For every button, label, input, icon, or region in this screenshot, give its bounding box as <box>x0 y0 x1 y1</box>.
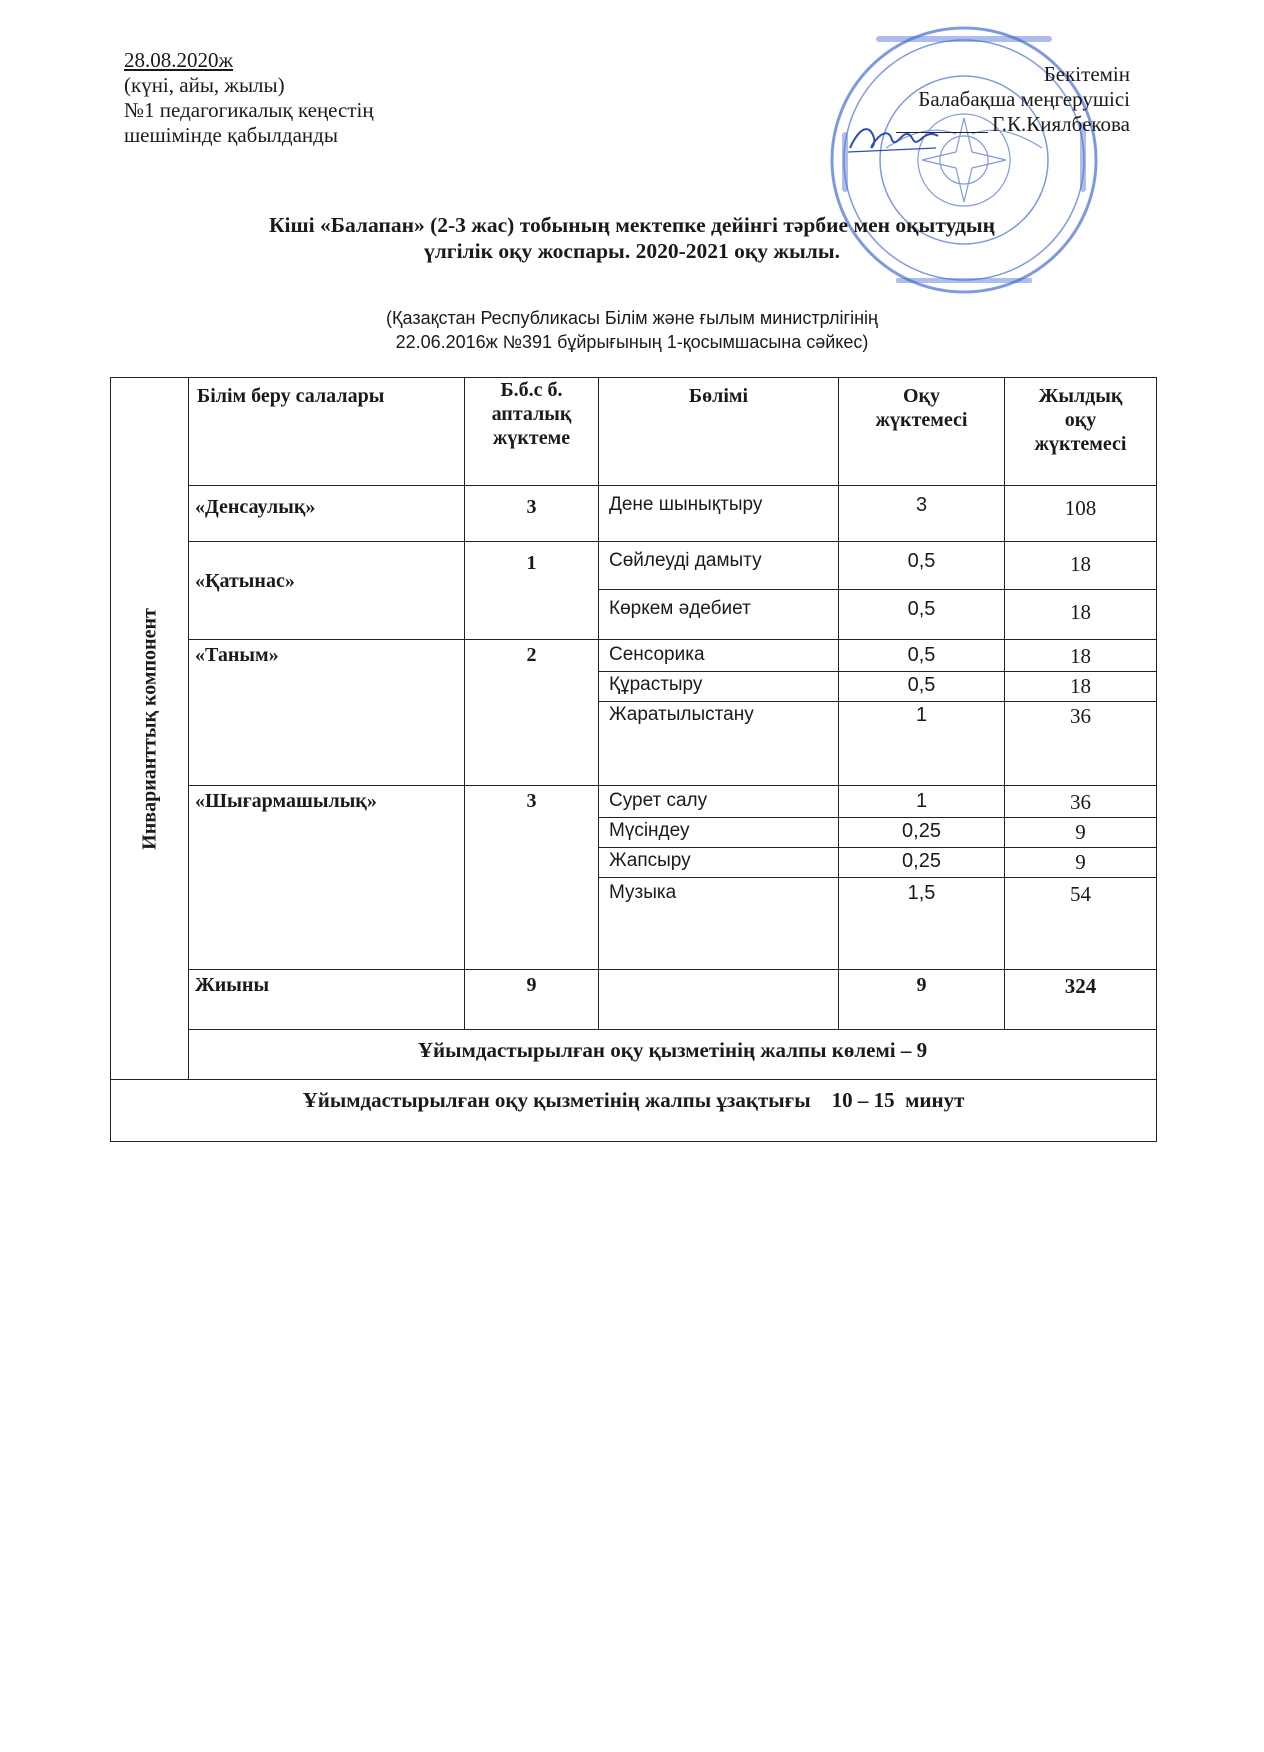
document-subtitle <box>100 306 1164 354</box>
annual-cell: 36 <box>1005 786 1157 818</box>
invariant-component-cell <box>111 378 189 1080</box>
load-cell: 3 <box>839 486 1005 542</box>
annual-cell: 9 <box>1005 818 1157 848</box>
table-row <box>111 640 1157 672</box>
acceptance-council-line1: №1 педагогикалық кеңестің <box>124 98 374 122</box>
header-annual-line1: Жылдық <box>1038 385 1123 407</box>
summary-duration-row <box>111 1080 1157 1142</box>
header-load <box>839 378 1005 486</box>
curriculum-table <box>110 377 1157 1142</box>
table-row <box>111 486 1157 542</box>
section-cell: Музыка <box>599 878 839 970</box>
weekly-cell: 2 <box>465 640 599 786</box>
acceptance-date-hint: (күні, айы, жылы) <box>124 73 285 97</box>
header-annual-line3: жүктемесі <box>1034 433 1127 455</box>
annual-cell: 54 <box>1005 878 1157 970</box>
section-cell: Сөйлеуді дамыту <box>599 542 839 590</box>
summary-volume-row <box>111 1030 1157 1080</box>
annual-cell: 9 <box>1005 848 1157 878</box>
load-cell: 0,5 <box>839 590 1005 640</box>
section-cell: Көркем әдебиет <box>599 590 839 640</box>
annual-cell: 36 <box>1005 702 1157 786</box>
subtitle-line1: (Қазақстан Республикасы Білім және ғылым министрлігінің <box>386 308 878 328</box>
curriculum-table-wrapper <box>110 377 1156 1142</box>
total-weekly: 9 <box>465 970 599 1030</box>
header-section: Бөлімі <box>599 378 839 486</box>
area-cell: «Қатынас» <box>189 542 465 640</box>
header-weekly <box>465 378 599 486</box>
load-cell: 1,5 <box>839 878 1005 970</box>
annual-cell: 18 <box>1005 640 1157 672</box>
weekly-cell: 3 <box>465 786 599 970</box>
total-annual: 324 <box>1005 970 1157 1030</box>
title-line1: Кіші «Балапан» (2-3 жас) тобының мектепке дейінгі тәрбие мен оқытудың <box>268 213 996 237</box>
weekly-cell: 3 <box>465 486 599 542</box>
area-cell: «Таным» <box>189 640 465 786</box>
section-cell: Мүсіндеу <box>599 818 839 848</box>
annual-cell: 18 <box>1005 542 1157 590</box>
header-weekly-line1: Б.б.с б. <box>500 379 563 401</box>
header-annual-line2: оқу <box>1064 409 1097 431</box>
approval-label: Бекітемін <box>1043 62 1130 86</box>
annual-cell: 108 <box>1005 486 1157 542</box>
total-row <box>111 970 1157 1030</box>
acceptance-date: 28.08.2020ж <box>124 48 234 72</box>
approval-position: Балабақша меңгерушісі <box>918 87 1130 111</box>
section-cell: Дене шынықтыру <box>599 486 839 542</box>
invariant-component-label: Инварианттық компонент <box>138 607 160 850</box>
header-annual <box>1005 378 1157 486</box>
annual-cell: 18 <box>1005 672 1157 702</box>
load-cell: 0,25 <box>839 848 1005 878</box>
total-load: 9 <box>839 970 1005 1030</box>
section-cell: Құрастыру <box>599 672 839 702</box>
table-header-row <box>111 378 1157 486</box>
load-cell: 0,5 <box>839 672 1005 702</box>
load-cell: 0,5 <box>839 542 1005 590</box>
acceptance-council-line2: шешімінде қабылданды <box>124 123 338 147</box>
section-cell: Жапсыру <box>599 848 839 878</box>
header-load-line1: Оқу <box>902 385 941 407</box>
summary-duration: Ұйымдастырылған оқу қызметінің жалпы ұзақтығы 10 – 15 минут <box>111 1080 1157 1142</box>
table-row <box>111 542 1157 590</box>
load-cell: 1 <box>839 786 1005 818</box>
header-area: Білім беру салалары <box>189 378 465 486</box>
total-section <box>599 970 839 1030</box>
area-cell: «Шығармашылық» <box>189 786 465 970</box>
subtitle-line2: 22.06.2016ж №391 бұйрығының 1-қосымшасына сәйкес) <box>395 332 869 352</box>
header-weekly-line2: апталық <box>491 403 572 425</box>
summary-volume: Ұйымдастырылған оқу қызметінің жалпы көлемі – 9 <box>189 1030 1157 1080</box>
area-cell: «Денсаулық» <box>189 486 465 542</box>
signature-line <box>896 132 988 133</box>
table-row <box>111 786 1157 818</box>
section-cell: Жаратылыстану <box>599 702 839 786</box>
document-title <box>100 212 1164 264</box>
header-load-line2: жүктемесі <box>875 409 968 431</box>
annual-cell: 18 <box>1005 590 1157 640</box>
approval-name-line <box>840 112 1130 137</box>
title-line2: үлгілік оқу жоспары. 2020-2021 оқу жылы. <box>424 239 840 263</box>
load-cell: 0,5 <box>839 640 1005 672</box>
total-label: Жиыны <box>189 970 465 1030</box>
section-cell: Сурет салу <box>599 786 839 818</box>
load-cell: 1 <box>839 702 1005 786</box>
weekly-cell: 1 <box>465 542 599 640</box>
approval-name: Г.К.Киялбекова <box>992 112 1130 136</box>
approval-block <box>840 62 1130 137</box>
load-cell: 0,25 <box>839 818 1005 848</box>
section-cell: Сенсорика <box>599 640 839 672</box>
acceptance-block <box>124 48 374 148</box>
header-weekly-line3: жүктеме <box>492 427 571 449</box>
